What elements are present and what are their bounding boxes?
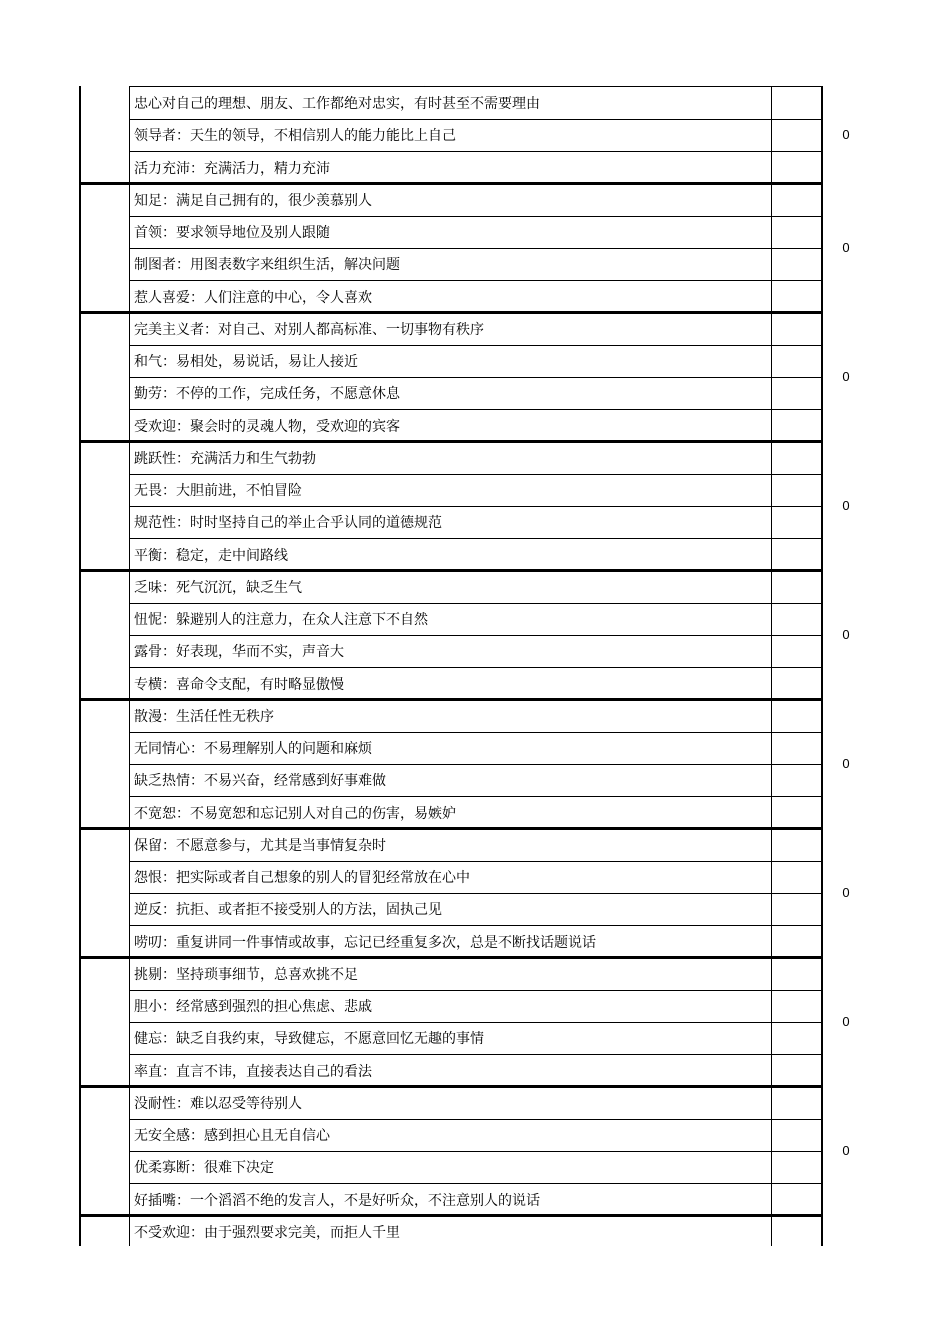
trait-option-text: 勤劳：不停的工作，完成任务，不愿意休息 <box>134 386 400 403</box>
trait-check-cell[interactable] <box>771 1087 822 1119</box>
trait-option-text: 不受欢迎：由于强烈要求完美，而拒人千里 <box>134 1224 400 1241</box>
row-divider <box>129 925 823 926</box>
row-divider <box>129 345 823 346</box>
row-divider <box>129 248 823 249</box>
group-score: 0 <box>842 127 850 143</box>
text-column-border <box>129 86 130 1246</box>
left-thick-border <box>79 86 81 1246</box>
row-divider <box>129 119 823 120</box>
trait-check-cell[interactable] <box>771 861 822 893</box>
trait-option-text: 散漫：生活任性无秩序 <box>134 708 274 725</box>
group-divider <box>79 311 823 314</box>
trait-option-text: 挑剔：坚持琐事细节，总喜欢挑不足 <box>134 966 358 983</box>
trait-option-text: 跳跃性：充满活力和生气勃勃 <box>134 450 316 467</box>
row-divider <box>129 893 823 894</box>
row-divider <box>129 732 823 733</box>
group-score: 0 <box>842 369 850 385</box>
trait-check-cell[interactable] <box>771 1055 822 1087</box>
trait-option-text: 逆反：抗拒、或者拒不接受别人的方法，固执己见 <box>134 902 442 919</box>
table-top-border <box>129 86 823 87</box>
trait-check-cell[interactable] <box>771 442 822 474</box>
trait-option-text: 健忘：缺乏自我约束，导致健忘，不愿意回忆无趣的事情 <box>134 1031 484 1048</box>
trait-option-text: 平衡：稳定，走中间路线 <box>134 547 288 564</box>
trait-option-text: 知足：满足自己拥有的，很少羡慕别人 <box>134 192 372 209</box>
trait-check-cell[interactable] <box>771 87 822 119</box>
row-divider <box>129 635 823 636</box>
group-score: 0 <box>842 1143 850 1159</box>
trait-option-text: 无安全感：感到担心且无自信心 <box>134 1128 330 1145</box>
trait-check-cell[interactable] <box>771 635 822 667</box>
trait-option-text: 没耐性：难以忍受等待别人 <box>134 1095 302 1112</box>
group-divider <box>79 827 823 830</box>
row-divider <box>129 280 823 281</box>
trait-check-cell[interactable] <box>771 990 822 1022</box>
trait-check-cell[interactable] <box>771 700 822 732</box>
row-divider <box>129 764 823 765</box>
trait-option-text: 受欢迎：聚会时的灵魂人物，受欢迎的宾客 <box>134 418 400 435</box>
group-divider <box>79 698 823 701</box>
trait-option-text: 领导者：天生的领导，不相信别人的能力能比上自己 <box>134 128 456 145</box>
trait-check-cell[interactable] <box>771 216 822 248</box>
trait-check-cell[interactable] <box>771 668 822 700</box>
row-divider <box>129 1119 823 1120</box>
trait-option-text: 胆小：经常感到强烈的担心焦虑、悲戚 <box>134 999 372 1016</box>
row-divider <box>129 474 823 475</box>
trait-check-cell[interactable] <box>771 893 822 925</box>
trait-check-cell[interactable] <box>771 184 822 216</box>
trait-check-cell[interactable] <box>771 958 822 990</box>
row-divider <box>129 409 823 410</box>
row-divider <box>129 861 823 862</box>
row-divider <box>129 538 823 539</box>
trait-check-cell[interactable] <box>771 119 822 151</box>
row-divider <box>129 216 823 217</box>
trait-check-cell[interactable] <box>771 345 822 377</box>
trait-option-text: 保留：不愿意参与，尤其是当事情复杂时 <box>134 837 386 854</box>
trait-option-text: 专横：喜命令支配，有时略显傲慢 <box>134 676 344 693</box>
trait-option-text: 露骨：好表现，华而不实，声音大 <box>134 644 344 661</box>
row-divider <box>129 990 823 991</box>
trait-option-text: 首领：要求领导地位及别人跟随 <box>134 225 330 242</box>
trait-check-cell[interactable] <box>771 410 822 442</box>
trait-check-cell[interactable] <box>771 1184 822 1216</box>
row-divider <box>129 1022 823 1023</box>
row-divider <box>129 506 823 507</box>
trait-option-text: 制图者：用图表数字来组织生活，解决问题 <box>134 257 400 274</box>
group-divider <box>79 569 823 572</box>
row-divider <box>129 377 823 378</box>
trait-check-cell[interactable] <box>771 281 822 313</box>
group-score: 0 <box>842 498 850 514</box>
trait-check-cell[interactable] <box>771 506 822 538</box>
trait-option-text: 怨恨：把实际或者自己想象的别人的冒犯经常放在心中 <box>134 870 470 887</box>
group-divider <box>79 182 823 185</box>
trait-option-text: 无畏：大胆前进，不怕冒险 <box>134 483 302 500</box>
trait-option-text: 乏味：死气沉沉，缺乏生气 <box>134 579 302 596</box>
right-thick-border <box>821 86 823 1246</box>
row-divider <box>129 1151 823 1152</box>
trait-check-cell[interactable] <box>771 732 822 764</box>
trait-check-cell[interactable] <box>771 926 822 958</box>
trait-check-cell[interactable] <box>771 603 822 635</box>
trait-option-text: 忠心对自己的理想、朋友、工作都绝对忠实，有时甚至不需要理由 <box>134 96 540 113</box>
trait-option-text: 好插嘴：一个滔滔不绝的发言人，不是好听众，不注意别人的说话 <box>134 1192 540 1209</box>
trait-option-text: 不宽恕：不易宽恕和忘记别人对自己的伤害，易嫉妒 <box>134 805 456 822</box>
row-divider <box>129 1183 823 1184</box>
group-score: 0 <box>842 756 850 772</box>
group-score: 0 <box>842 1014 850 1030</box>
trait-check-cell[interactable] <box>771 1022 822 1054</box>
trait-check-cell[interactable] <box>771 313 822 345</box>
trait-check-cell[interactable] <box>771 248 822 280</box>
group-divider <box>79 1214 823 1217</box>
group-score: 0 <box>842 627 850 643</box>
check-column-border <box>771 86 772 1246</box>
trait-option-text: 率直：直言不讳，直接表达自己的看法 <box>134 1063 372 1080</box>
group-score: 0 <box>842 240 850 256</box>
trait-check-cell[interactable] <box>771 474 822 506</box>
trait-check-cell[interactable] <box>771 764 822 796</box>
group-divider <box>79 956 823 959</box>
trait-check-cell[interactable] <box>771 539 822 571</box>
trait-option-text: 无同情心：不易理解别人的问题和麻烦 <box>134 741 372 758</box>
trait-check-cell[interactable] <box>771 152 822 184</box>
group-score: 0 <box>842 885 850 901</box>
row-divider <box>129 667 823 668</box>
trait-option-text: 惹人喜爱：人们注意的中心，令人喜欢 <box>134 289 372 306</box>
row-divider <box>129 603 823 604</box>
trait-option-text: 规范性：时时坚持自己的举止合乎认同的道德规范 <box>134 515 442 532</box>
trait-option-text: 完美主义者：对自己、对别人都高标准、一切事物有秩序 <box>134 321 484 338</box>
trait-option-text: 优柔寡断：很难下决定 <box>134 1160 274 1177</box>
trait-check-cell[interactable] <box>771 829 822 861</box>
row-divider <box>129 796 823 797</box>
trait-check-cell[interactable] <box>771 571 822 603</box>
trait-option-text: 活力充沛：充满活力，精力充沛 <box>134 160 330 177</box>
trait-option-text: 唠叨：重复讲同一件事情或故事，忘记已经重复多次，总是不断找话题说话 <box>134 934 596 951</box>
trait-check-cell[interactable] <box>771 1119 822 1151</box>
trait-option-text: 和气：易相处，易说话，易让人接近 <box>134 354 358 371</box>
row-divider <box>129 151 823 152</box>
trait-check-cell[interactable] <box>771 797 822 829</box>
group-divider <box>79 440 823 443</box>
trait-check-cell[interactable] <box>771 377 822 409</box>
row-divider <box>129 1054 823 1055</box>
trait-check-cell[interactable] <box>771 1216 822 1246</box>
trait-option-text: 忸怩：躲避别人的注意力，在众人注意下不自然 <box>134 612 428 629</box>
trait-option-text: 缺乏热情：不易兴奋，经常感到好事难做 <box>134 773 386 790</box>
trait-check-cell[interactable] <box>771 1151 822 1183</box>
group-divider <box>79 1085 823 1088</box>
